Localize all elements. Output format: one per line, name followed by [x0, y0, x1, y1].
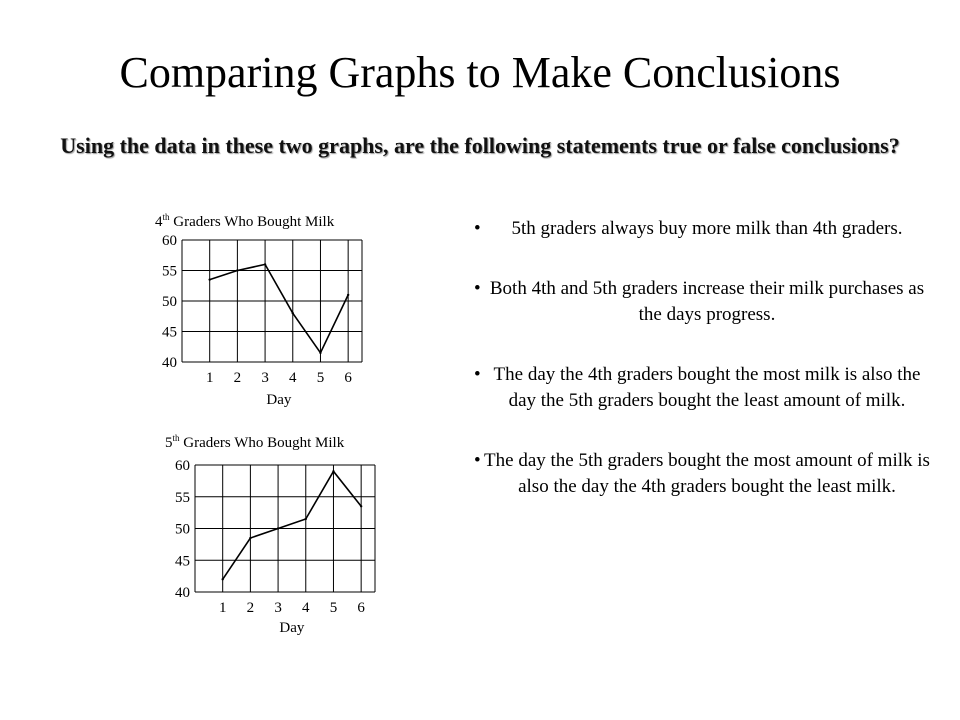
series-line — [223, 471, 361, 579]
chart-title: 5th Graders Who Bought Milk — [165, 433, 345, 451]
data-point — [360, 505, 362, 507]
y-tick-label: 45 — [162, 324, 177, 341]
y-tick-label: 60 — [175, 458, 190, 474]
page-title: Comparing Graphs to Make Conclusions — [119, 48, 841, 97]
x-tick-label: 6 — [357, 600, 365, 616]
x-tick-label: 3 — [274, 600, 282, 616]
x-tick-label: 2 — [233, 370, 242, 386]
y-tick-label: 60 — [162, 233, 177, 249]
y-tick-label: 45 — [175, 553, 190, 570]
x-axis-label: Day — [279, 620, 305, 636]
page-subtitle: Using the data in these two graphs, are the following statements true or false conclusions? — [60, 133, 900, 158]
bullet-dot: • — [474, 364, 481, 385]
data-point — [221, 578, 223, 580]
bullet-dot: • — [474, 450, 481, 471]
statement-text: Both 4th and 5th graders increase their milk purchases as the days progress. — [489, 278, 925, 325]
y-tick-label: 50 — [162, 294, 177, 310]
data-point — [208, 278, 210, 280]
x-tick-label: 5 — [316, 370, 325, 386]
data-point — [277, 527, 279, 529]
statement-item — [460, 362, 930, 414]
data-point — [319, 352, 321, 354]
statement-text: 5th graders always buy more milk than 4th graders. — [511, 218, 903, 239]
x-tick-label: 1 — [205, 370, 214, 386]
x-tick-label: 4 — [289, 370, 297, 386]
line-chart-4th-graders — [155, 212, 362, 408]
x-axis-label: Day — [266, 392, 292, 408]
y-tick-label: 50 — [175, 521, 190, 538]
data-point — [236, 269, 238, 271]
y-tick-label: 55 — [162, 263, 177, 280]
x-tick-label: 3 — [261, 370, 269, 386]
y-tick-label: 55 — [175, 489, 190, 506]
data-point — [347, 294, 349, 296]
statement-item — [460, 216, 930, 242]
x-tick-label: 4 — [302, 600, 310, 616]
statement-item — [460, 448, 930, 500]
line-chart-5th-graders — [165, 433, 375, 636]
data-point — [264, 263, 266, 265]
x-tick-label: 6 — [344, 370, 352, 386]
statement-item — [460, 276, 930, 328]
statement-text: The day the 5th graders bought the most amount of milk is also the day the 4th graders bought the least milk. — [484, 450, 930, 497]
data-point — [332, 470, 334, 472]
statement-text: The day the 4th graders bought the most milk is also the day the 5th graders bought the least amount of milk. — [493, 364, 921, 411]
data-point — [305, 518, 307, 520]
data-point — [292, 312, 294, 314]
chart-title: 4th Graders Who Bought Milk — [155, 212, 335, 230]
y-tick-label: 40 — [175, 585, 190, 601]
bullet-dot: • — [474, 278, 481, 299]
statement-list — [460, 216, 930, 534]
bullet-dot: • — [474, 218, 481, 239]
x-tick-label: 5 — [329, 600, 338, 616]
series-line — [210, 264, 348, 352]
x-tick-label: 1 — [218, 600, 227, 616]
data-point — [249, 537, 251, 539]
y-tick-label: 40 — [162, 355, 177, 371]
x-tick-label: 2 — [246, 600, 255, 616]
